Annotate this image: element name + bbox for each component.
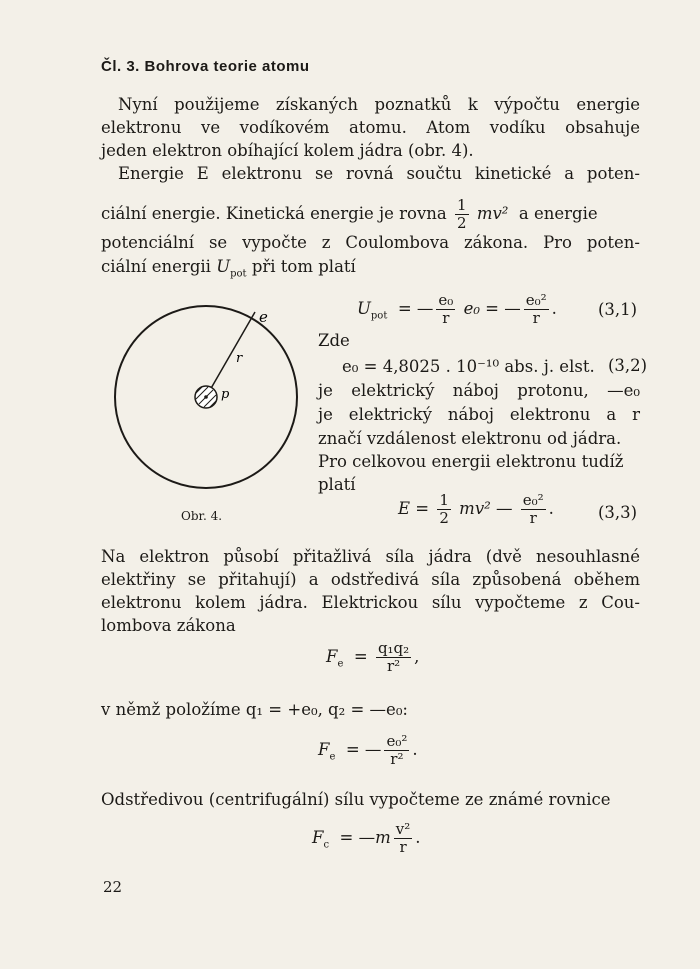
paragraph-line: Odstředivou (centrifugální) sílu vypočteme ze známé rovnice [101, 790, 611, 809]
equation-number: (3,1) [598, 300, 638, 319]
side-text-line: je elektrický náboj elektronu a r [318, 405, 640, 424]
fraction-denominator: r [442, 309, 450, 327]
substitution-line: v němž položíme q₁ = +e₀, q₂ = —e₀: [101, 700, 408, 719]
equation-3-1: $U_{pot}$ = — $\frac{\text{e₀}}{r}$ e₀ = — $\frac{\text{e₀²}}{r}$ . [357, 291, 557, 327]
math-U: U [216, 257, 231, 276]
text-fragment: ciální energie. Kinetická energie je rovna [101, 204, 447, 223]
label-e: e [259, 308, 268, 326]
fraction [376, 640, 411, 675]
text-fragment: a energie [518, 204, 598, 223]
math-m: m [375, 828, 391, 847]
fraction-numerator: q₁q₂ [377, 639, 410, 657]
fraction-numerator: e₀² [525, 291, 547, 309]
math-F: F [312, 828, 324, 847]
math-term: mv² — [459, 499, 513, 518]
side-text-line: je elektrický náboj protonu, —e₀ [318, 381, 640, 400]
fraction-numerator: e₀ [438, 291, 454, 309]
math-term: E = [398, 499, 430, 518]
math-subscript: e [329, 751, 336, 763]
side-text-line: platí [318, 475, 356, 494]
math-subscript: pot [370, 310, 388, 322]
fraction-denominator: r [532, 309, 540, 327]
fraction-numerator: 1 [457, 196, 467, 214]
math-subscript: pot [230, 268, 247, 280]
fraction-denominator: r² [390, 750, 404, 768]
math-F: F [318, 740, 330, 759]
atom-diagram [108, 300, 308, 500]
label-p: p [221, 387, 230, 402]
math-F: F [326, 647, 338, 666]
paragraph-line: lombova zákona [101, 616, 236, 635]
paragraph-line: elektronu ve vodíkovém atomu. Atom vodíku obsahuje [101, 118, 640, 137]
paragraph-line: potenciální se vypočte z Coulombova zákona. Pro poten- [101, 233, 640, 252]
section-heading: Čl. 3. Bohrova teorie atomu [101, 58, 310, 75]
text-fragment: při tom platí [251, 257, 356, 276]
figure-caption: Obr. 4. [181, 509, 223, 523]
equation-coulomb: $F_e$ = $\frac{\text{q₁q₂}}{\text{r²}}$ , [326, 639, 420, 675]
paragraph-line: elektronu kolem jádra. Elektrickou sílu vypočteme z Cou- [101, 593, 640, 612]
side-text-line: značí vzdálenost elektronu od jádra. [318, 429, 622, 448]
math-U: U [357, 299, 371, 318]
paragraph-line: elektřiny se přitahují) a odstředivá síla způsobená oběhem [101, 570, 640, 589]
equation-3-3: E = $\frac{1}{2}$ mv² — $\frac{\text{e₀²}}{r}$ . [398, 491, 554, 527]
math-subscript: e [337, 658, 344, 670]
equation-electric-force: $F_e$ = — $\frac{\text{e₀²}}{\text{r²}}$ . [318, 732, 418, 768]
fraction-denominator: 2 [457, 214, 467, 232]
paragraph-line: jeden elektron obíhající kolem jádra (obr. 4). [101, 141, 474, 160]
label-r: r [236, 351, 243, 366]
fraction-half [455, 197, 469, 232]
equation-number: (3,3) [598, 503, 638, 522]
fraction [384, 733, 409, 768]
word-zde: Zde [318, 331, 350, 350]
equation-centrifugal-force: $F_c$ = —m $\frac{\text{v²}}{r}$ . [312, 820, 421, 856]
fraction [394, 821, 413, 856]
fraction-denominator: 2 [439, 509, 449, 527]
fraction-numerator: e₀² [522, 491, 544, 509]
paragraph-line [101, 256, 356, 285]
text-fragment: ciální energii [101, 257, 211, 276]
fraction-denominator: r² [386, 657, 401, 675]
math-subscript: c [323, 839, 330, 851]
fraction [524, 292, 549, 327]
fraction-denominator: r [529, 509, 537, 527]
radius-line [206, 312, 255, 397]
fraction-numerator: v² [395, 820, 411, 838]
fraction-numerator: 1 [439, 491, 449, 509]
fraction-numerator: e₀² [386, 732, 408, 750]
equation-number: (3,2) [608, 356, 648, 375]
nucleus-center [204, 395, 208, 399]
fraction [437, 492, 451, 527]
page-number: 22 [103, 878, 123, 896]
fraction [521, 492, 546, 527]
paragraph-line: Energie E elektronu se rovná součtu kinetické a poten- [118, 164, 640, 183]
paragraph-line: Nyní použijeme získaných poznatků k výpočtu energie [118, 95, 640, 114]
math-term: e₀ = [463, 299, 500, 318]
side-text-line: Pro celkovou energii elektronu tudíž [318, 452, 624, 471]
paragraph-line-with-fraction [101, 197, 598, 232]
math-mv: mv² [476, 204, 509, 223]
fraction [436, 292, 455, 327]
fraction-denominator: r [399, 838, 407, 856]
paragraph-line: Na elektron působí přitažlivá síla jádra (dvě nesouhlasné [101, 547, 640, 566]
equation-3-2: e₀ = 4,8025 . 10⁻¹⁰ abs. j. elst. [342, 357, 595, 376]
